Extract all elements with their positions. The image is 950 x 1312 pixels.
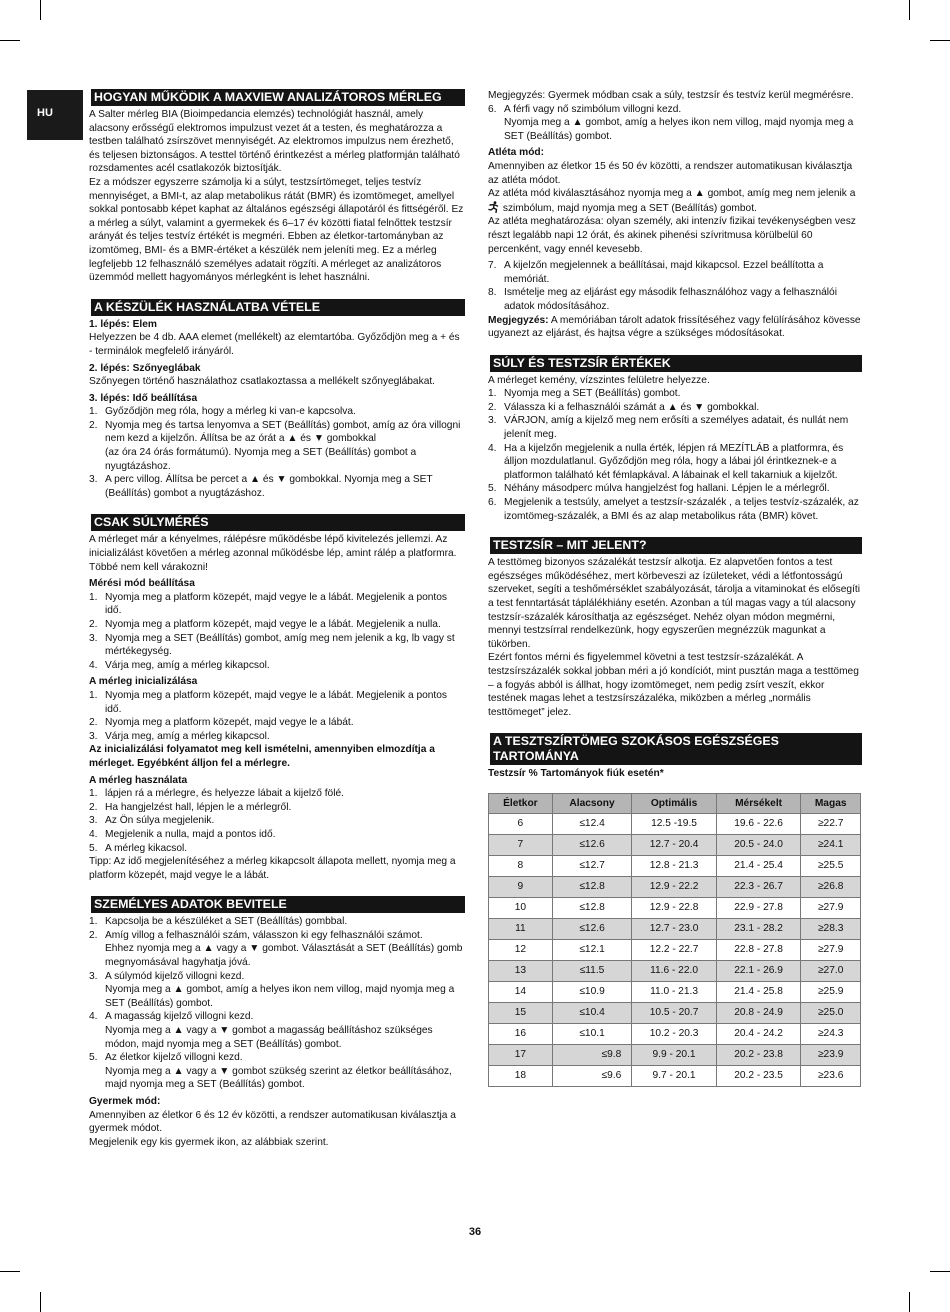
table-cell: 20.8 - 24.9 [716, 1002, 801, 1023]
table-cell: 10.2 - 20.3 [632, 1023, 717, 1044]
paragraph: A Salter mérleg BIA (Bioimpedancia elemzés) technológiát használ, amely alacsony erősségű elektromos impulzust vezet át a testen, és meghatározza a testben található zsírszövet mennyiségét. Az elektromos impulzus nem érezhető, és teljesen biztonságos. A testtel történő érintkezést a mérleg platformján található rozsdamentes acél csatlakozók biztosítják. [89, 109, 460, 175]
item-text: Nyomja meg a platform közepét, majd vegye le a lábát. Megjelenik a pontos idő. [105, 591, 448, 617]
item-number: 4. [89, 828, 98, 840]
crop-mark [909, 1292, 910, 1312]
section-heading: HOGYAN MŰKÖDIK A MAXVIEW ANALIZÁTOROS MÉRLEG [89, 89, 465, 106]
table-cell: ≤9.6 [552, 1065, 632, 1086]
list-item [89, 446, 465, 473]
list-item [488, 496, 862, 523]
table-cell: ≥24.1 [801, 834, 861, 855]
section-heading: SZEMÉLYES ADATOK BEVITELE [89, 896, 465, 913]
list-item [89, 1065, 465, 1092]
section-heading: CSAK SÚLYMÉRÉS [89, 514, 465, 531]
crop-mark [909, 0, 910, 20]
step-title: 2. lépés: Szőnyeglábak [89, 362, 201, 374]
item-number: 5. [89, 842, 98, 854]
table-cell: 11 [489, 918, 553, 939]
paragraph: Megjelenik egy kis gyermek ikon, az alábbiak szerint. [89, 1136, 329, 1148]
table-cell: 20.2 - 23.5 [716, 1065, 801, 1086]
list-item [488, 414, 862, 441]
item-text: (az óra 24 órás formátumú). Nyomja meg a SET (Beállítás) gombot a nyugtázáshoz. [105, 447, 417, 472]
item-text: Győződjön meg róla, hogy a mérleg ki van-e kapcsolva. [105, 406, 356, 418]
table-row [489, 855, 861, 876]
list-item [89, 591, 465, 618]
bold-note: Az inicializálási folyamatot meg kell ismételni, amennyiben elmozdítja a mérleget. Egyébként álljon fel a mérlegre. [89, 744, 435, 769]
table-cell: ≥23.6 [801, 1065, 861, 1086]
item-text: Válassza ki a felhasználói számát a ▲ és ▼ gombokkal. [504, 401, 760, 413]
table-cell: 12.9 - 22.2 [632, 876, 717, 897]
section-heading: A TESZTSZÍRTÖMEG SZOKÁSOS EGÉSZSÉGES TARTOMÁNYA [488, 733, 862, 765]
crop-mark [40, 1292, 41, 1312]
table-cell: 11.6 - 22.0 [632, 960, 717, 981]
table-cell: 22.8 - 27.8 [716, 939, 801, 960]
item-text: Nyomja meg a ▲ gombot, amíg a helyes ikon nem villog, majd nyomja meg a SET (Beállítás) gombot. [504, 117, 854, 142]
item-number: 3. [488, 415, 497, 427]
list-item [89, 618, 465, 632]
subsection-title: A mérleg használata [89, 774, 188, 786]
list-item [89, 814, 465, 828]
column-header: Optimális [632, 793, 717, 813]
list-item [89, 1010, 465, 1024]
crop-mark [930, 40, 950, 41]
paragraph: Amennyiben az életkor 15 és 50 év közötti, a rendszer automatikusan kiválasztja az atléta módot. [488, 160, 853, 186]
table-cell: ≥26.8 [801, 876, 861, 897]
subsection-title: Atléta mód: [488, 147, 545, 159]
table-cell: ≤12.8 [552, 897, 632, 918]
column-header: Alacsony [552, 793, 632, 813]
left-column [89, 89, 465, 1149]
paragraph: A mérleget kemény, vízszintes felületre helyezze. [488, 374, 710, 386]
item-text: Az életkor kijelző villogni kezd. [105, 1052, 243, 1064]
table-cell: ≤12.8 [552, 876, 632, 897]
table-row [489, 1023, 861, 1044]
item-text: Amíg villog a felhasználói szám, válasszon ki egy felhasználói számot. [105, 929, 423, 941]
table-cell: ≥24.3 [801, 1023, 861, 1044]
table-cell: 6 [489, 813, 553, 834]
section-heading: A KÉSZÜLÉK HASZNÁLATBA VÉTELE [89, 299, 465, 316]
step-title: 1. lépés: Elem [89, 318, 157, 330]
item-text: VÁRJON, amíg a kijelző meg nem erősíti a személyes adatait, és nullát nem jelenít meg. [504, 415, 849, 441]
crop-mark [930, 1271, 950, 1272]
list-item [488, 116, 862, 143]
table-cell: 11.0 - 21.3 [632, 981, 717, 1002]
paragraph: A testtömeg bizonyos százalékát testzsír alkotja. Ez alapvetően fontos a test egészséges működéséhez, mert körbeveszi az ízületeket, védi a létfontosságú szerveket, segíti a teshőmérséklet szabályozását, tárolja a vitaminokat és elősegíti a test fenntartását táplálékhiány esetén. Azonban a túl magas vagy a túl alacsony testzsír-százalék károsíthatja az egészséget. Nehéz olyan módon megmérni, mennyi testzsírral rendelkezünk, hogy egyszerűen megnézzük magunkat a tükörben. [488, 557, 861, 650]
item-number: 5. [89, 1052, 98, 1064]
item-text: Nyomja meg a platform közepét, majd vegye le a lábát. [105, 717, 354, 729]
table-cell: ≤12.1 [552, 939, 632, 960]
table-cell: 12.7 - 23.0 [632, 918, 717, 939]
table-row [489, 960, 861, 981]
table-cell: 9 [489, 876, 553, 897]
table-cell: ≤12.6 [552, 918, 632, 939]
item-number: 2. [89, 929, 98, 941]
list-item [488, 442, 862, 483]
step-list [488, 387, 862, 523]
list-item [89, 659, 465, 673]
list-item [89, 473, 465, 500]
table-cell: 17 [489, 1044, 553, 1065]
list-item [89, 915, 465, 929]
athlete-icon [488, 201, 500, 213]
item-text: Nyomja meg a platform közepét, majd vegye le a lábát. Megjelenik a nulla. [105, 619, 441, 630]
item-text: A súlymód kijelző villogni kezd. [105, 970, 245, 982]
table-cell: 9.7 - 20.1 [632, 1065, 717, 1086]
item-text: Ismételje meg az eljárást egy második felhasználóhoz vagy a felhasználói adatok módosításához. [504, 287, 837, 312]
paragraph: Helyezzen be 4 db. AAA elemet (mellékelt) az elemtartóba. Győződjön meg a + és - terminálok megfelelő irányáról. [89, 332, 460, 357]
table-body [489, 813, 861, 1086]
table-cell: 12.7 - 20.4 [632, 834, 717, 855]
paragraph: Amennyiben az életkor 6 és 12 év közötti, a rendszer automatikusan kiválasztja a gyermek módot. [89, 1109, 456, 1135]
table-cell: ≥27.9 [801, 939, 861, 960]
item-text: Nyomja meg a ▲ vagy a ▼ gombot a magasság beállításhoz szükséges módon, majd nyomja meg a SET (Beállítás) gombot. [105, 1025, 433, 1050]
list-item [488, 401, 862, 415]
item-number: 7. [488, 260, 497, 272]
table-cell: 10.5 - 20.7 [632, 1002, 717, 1023]
table-cell: 9.9 - 20.1 [632, 1044, 717, 1065]
item-number: 4. [89, 1011, 98, 1023]
item-text: Nyomja meg a SET (Beállítás) gombot, amíg meg nem jelenik a kg, lb vagy st mértékegység. [105, 632, 455, 658]
table-cell: ≥25.9 [801, 981, 861, 1002]
item-text: Nyomja meg a ▲ vagy a ▼ gombot szükség szerint az életkor beállításához, majd nyomja meg a SET (Beállítás) gombot. [105, 1065, 452, 1091]
crop-mark [40, 0, 41, 20]
paragraph: Ez a módszer egyszerre számolja ki a súlyt, testzsírtömeget, teljes testvíz mennyiséget, a BMI-t, az alap metabolikus rátát (BMR) és izomtömeget, amellyel sokkal pontosabb képet kaphat az általános egészségi állapotáról és fittségéről. Ez a mérleg a súlyt, valamint a gyermekek és 6–17 év közötti fiatal felnőttek testzsír arányát és teljes testvíz értékét is megméri. Ebben az életkor-tartományban az izomtömeg, BMI- és a BMR-értéket a készülék nem jeleníti meg. Ez a mérleg legfeljebb 12 felhasználó személyes adatait rögzíti. A mérleget az analizátoros üzemmód mellett hagyományos mérlegként is lehet használni. [89, 176, 464, 284]
item-number: 2. [89, 419, 98, 431]
list-item [89, 970, 465, 984]
table-cell: 10 [489, 897, 553, 918]
item-number: 4. [488, 442, 497, 454]
step-list [488, 103, 862, 144]
item-number: 1. [89, 689, 98, 701]
note-text: Megjegyzés: Gyermek módban csak a súly, testzsír és testvíz kerül megmérésre. [488, 90, 854, 101]
list-item [89, 405, 465, 419]
note-body: A memóriában tárolt adatok frissítéséhez vagy felülírásához kövesse ugyanezt az eljárást, és hajtsa végre a szükséges módosításokat. [488, 314, 861, 340]
item-number: 3. [89, 815, 98, 827]
language-tab: HU [27, 90, 83, 140]
item-text: A perc villog. Állítsa be percet a ▲ és ▼ gombokkal. Nyomja meg a SET (Beállítás) gombot a nyugtázáshoz. [105, 474, 433, 499]
list-item [89, 1024, 465, 1051]
list-item [89, 983, 465, 1010]
item-number: 2. [89, 717, 98, 729]
step-title: 3. lépés: Idő beállítása [89, 392, 198, 404]
item-text: Kapcsolja be a készüléket a SET (Beállítás) gombbal. [105, 916, 348, 928]
item-text: lápjen rá a mérlegre, és helyezze lábait a kijelző fölé. [105, 788, 344, 800]
item-number: 8. [488, 287, 497, 299]
item-text: A férfi vagy nő szimbólum villogni kezd. [504, 103, 682, 115]
list-item [89, 942, 465, 969]
list-item [89, 716, 465, 730]
item-number: 1. [89, 788, 98, 800]
step-list [89, 787, 465, 855]
table-cell: ≥25.0 [801, 1002, 861, 1023]
table-cell: 12 [489, 939, 553, 960]
item-text: Nyomja meg a ▲ gombot, amíg a helyes ikon nem villog, majd nyomja meg a SET (Beállítás) gombot. [105, 984, 455, 1009]
table-row [489, 876, 861, 897]
table-row [489, 897, 861, 918]
item-number: 5. [488, 483, 497, 495]
item-number: 1. [488, 388, 497, 400]
item-number: 3. [89, 632, 98, 644]
table-cell: 21.4 - 25.8 [716, 981, 801, 1002]
table-cell: 22.3 - 26.7 [716, 876, 801, 897]
table-cell: 22.9 - 27.8 [716, 897, 801, 918]
section-heading: SÚLY ÉS TESTZSÍR ÉRTÉKEK [488, 355, 862, 372]
subsection-title: Gyermek mód: [89, 1096, 161, 1107]
item-number: 2. [89, 619, 98, 630]
note-label: Megjegyzés: [488, 314, 549, 326]
table-row [489, 813, 861, 834]
table-cell: ≥28.3 [801, 918, 861, 939]
athlete-text: szimbólum, majd nyomja meg a SET (Beállítás) gombot. [502, 202, 757, 214]
list-item [89, 929, 465, 943]
paragraph: Ezért fontos mérni és figyelemmel követni a test testzsír-százalékát. A testzsírszázalék sokkal jobban méri a jó kondíciót, mint pusztán maga a testtömeg – a fogyás abból is állhat, hogy izomtömeget, nem pedig zsírt veszít, ekkor testének magas lehet a testzsírszázaléka, miközben a mérleg „normális testtömeget” jelez. [488, 652, 859, 718]
table-row [489, 939, 861, 960]
list-item [89, 828, 465, 842]
column-header: Mérsékelt [716, 793, 801, 813]
subsection-title: A mérleg inicializálása [89, 676, 198, 688]
table-cell: 23.1 - 28.2 [716, 918, 801, 939]
item-text: Ha hangjelzést hall, lépjen le a mérlegről. [105, 801, 292, 813]
table-row [489, 981, 861, 1002]
table-cell: ≤10.9 [552, 981, 632, 1002]
crop-mark [0, 40, 20, 41]
item-number: 1. [89, 916, 98, 928]
section-heading: TESTZSÍR – MIT JELENT? [488, 537, 862, 554]
item-text: Megjelenik a testsúly, amelyet a testzsír-százalék , a teljes testvíz-százalék, az izomtömeg-százalék, a BMI és az alap metabolikus ráta (BMR) követ. [504, 497, 859, 522]
item-text: Várja meg, amíg a mérleg kikapcsol. [105, 730, 270, 742]
athlete-text: Az atléta mód kiválasztásához nyomja meg a ▲ gombot, amíg meg nem jelenik a [488, 188, 856, 200]
list-item [488, 259, 862, 286]
item-text: Az Ön súlya megjelenik. [105, 815, 215, 827]
table-cell: ≤12.4 [552, 813, 632, 834]
column-header: Magas [801, 793, 861, 813]
item-text: Néhány másodperc múlva hangjelzést fog hallani. Lépjen le a mérlegről. [504, 483, 830, 495]
item-number: 6. [488, 103, 497, 115]
table-header-row [489, 793, 861, 813]
table-cell: 19.6 - 22.6 [716, 813, 801, 834]
list-item [488, 103, 862, 117]
table-cell: 8 [489, 855, 553, 876]
table-caption: Testzsír % Tartományok fiúk esetén* [488, 768, 664, 780]
item-text: Várja meg, amíg a mérleg kikapcsol. [105, 659, 270, 671]
subsection-title: Mérési mód beállítása [89, 578, 195, 590]
table-cell: 20.5 - 24.0 [716, 834, 801, 855]
body-fat-range-table [488, 793, 861, 1087]
list-item [89, 1051, 465, 1065]
item-text: Nyomja meg és tartsa lenyomva a SET (Beállítás) gombot, amíg az óra villogni nem kezd a kijelzőn. Állítsa be az órát a ▲ és ▼ gombokkal [105, 419, 461, 445]
table-cell: ≤12.6 [552, 834, 632, 855]
table-cell: ≥27.0 [801, 960, 861, 981]
table-cell: ≥22.7 [801, 813, 861, 834]
list-item [89, 842, 465, 856]
item-number: 1. [89, 591, 98, 603]
column-header: Életkor [489, 793, 553, 813]
item-number: 2. [89, 801, 98, 813]
item-text: A mérleg kikacsol. [105, 842, 188, 854]
item-number: 6. [488, 497, 497, 509]
item-text: Ha a kijelzőn megjelenik a nulla érték, lépjen rá MEZÍTLÁB a platformra, és álljon mozdulatlanul. Győződjön meg róla, hogy a lábai jól érintkeznek-e a platformon található két fémlapkával. A lábainak el kell takarniuk a kijelzőt. [504, 442, 844, 481]
table-cell: 12.8 - 21.3 [632, 855, 717, 876]
step-list [488, 259, 862, 313]
table-cell: ≤12.7 [552, 855, 632, 876]
item-number: 3. [89, 730, 98, 742]
crop-mark [0, 1271, 20, 1272]
table-cell: 12.5 -19.5 [632, 813, 717, 834]
step-list [89, 405, 465, 500]
table-row [489, 1065, 861, 1086]
table-cell: 13 [489, 960, 553, 981]
table-cell: 16 [489, 1023, 553, 1044]
table-cell: 12.2 - 22.7 [632, 939, 717, 960]
step-list [89, 689, 465, 743]
tip-text: Tipp: Az idő megjelenítéséhez a mérleg kikapcsolt állapota mellett, nyomja meg a platform közepét, majd vegye le a lábát. [89, 856, 456, 881]
table-cell: 18 [489, 1065, 553, 1086]
list-item [89, 730, 465, 744]
item-number: 2. [488, 401, 497, 413]
step-list [89, 915, 465, 1092]
paragraph: A mérleget már a kényelmes, rálépésre működésbe lépő kivitelezés jellemzi. Az inicializálást követően a mérleg azonnal működésbe lép, amint rálép a platformra. Többé nem kell várakozni! [89, 534, 457, 573]
paragraph: Az atléta meghatározása: olyan személy, aki intenzív fizikai tevékenységben vesz részt legalább napi 12 órát, és akinek pihenési szívritmusa körülbelül 60 percenként, vagy ennél kevesebb. [488, 216, 856, 255]
item-text: A kijelzőn megjelennek a beállításai, majd kikapcsol. Ezzel beállította a memóriát. [504, 260, 824, 285]
table-cell: 14 [489, 981, 553, 1002]
table-cell: ≥25.5 [801, 855, 861, 876]
item-text: Nyomja meg a platform közepét, majd vegye le a lábát. Megjelenik a pontos idő. [105, 689, 448, 715]
table-cell: ≥27.9 [801, 897, 861, 918]
right-column [488, 89, 862, 1087]
item-number: 3. [89, 474, 98, 486]
item-number: 4. [89, 659, 98, 671]
table-row [489, 1002, 861, 1023]
item-number: 1. [89, 406, 98, 418]
list-item [488, 482, 862, 496]
table-cell: 22.1 - 26.9 [716, 960, 801, 981]
list-item [488, 286, 862, 313]
table-cell: 15 [489, 1002, 553, 1023]
step-list [89, 591, 465, 673]
note-text [488, 314, 862, 341]
page-number: 36 [468, 1226, 482, 1238]
list-item [89, 801, 465, 815]
item-number: 3. [89, 970, 98, 982]
table-cell: ≥23.9 [801, 1044, 861, 1065]
list-item [89, 787, 465, 801]
table-cell: 21.4 - 25.4 [716, 855, 801, 876]
table-cell: ≤10.4 [552, 1002, 632, 1023]
list-item [89, 689, 465, 716]
list-item [89, 632, 465, 659]
item-text: Ehhez nyomja meg a ▲ vagy a ▼ gombot. Választását a SET (Beállítás) gomb megnyomásával hagyhatja jóvá. [105, 943, 463, 969]
item-text: Nyomja meg a SET (Beállítás) gombot. [504, 388, 681, 400]
table-row [489, 1044, 861, 1065]
table-cell: ≤9.8 [552, 1044, 632, 1065]
table-cell: 12.9 - 22.8 [632, 897, 717, 918]
list-item [488, 387, 862, 401]
table-row [489, 918, 861, 939]
paragraph [488, 187, 862, 215]
table-cell: 7 [489, 834, 553, 855]
table-cell: 20.2 - 23.8 [716, 1044, 801, 1065]
table-cell: ≤10.1 [552, 1023, 632, 1044]
list-item [89, 419, 465, 446]
table-cell: 20.4 - 24.2 [716, 1023, 801, 1044]
item-text: A magasság kijelző villogni kezd. [105, 1011, 254, 1023]
table-row [489, 834, 861, 855]
item-text: Megjelenik a nulla, majd a pontos idő. [105, 828, 276, 840]
paragraph: Szőnyegen történő használathoz csatlakoztassa a mellékelt szőnyeglábakat. [89, 376, 436, 388]
table-cell: ≤11.5 [552, 960, 632, 981]
